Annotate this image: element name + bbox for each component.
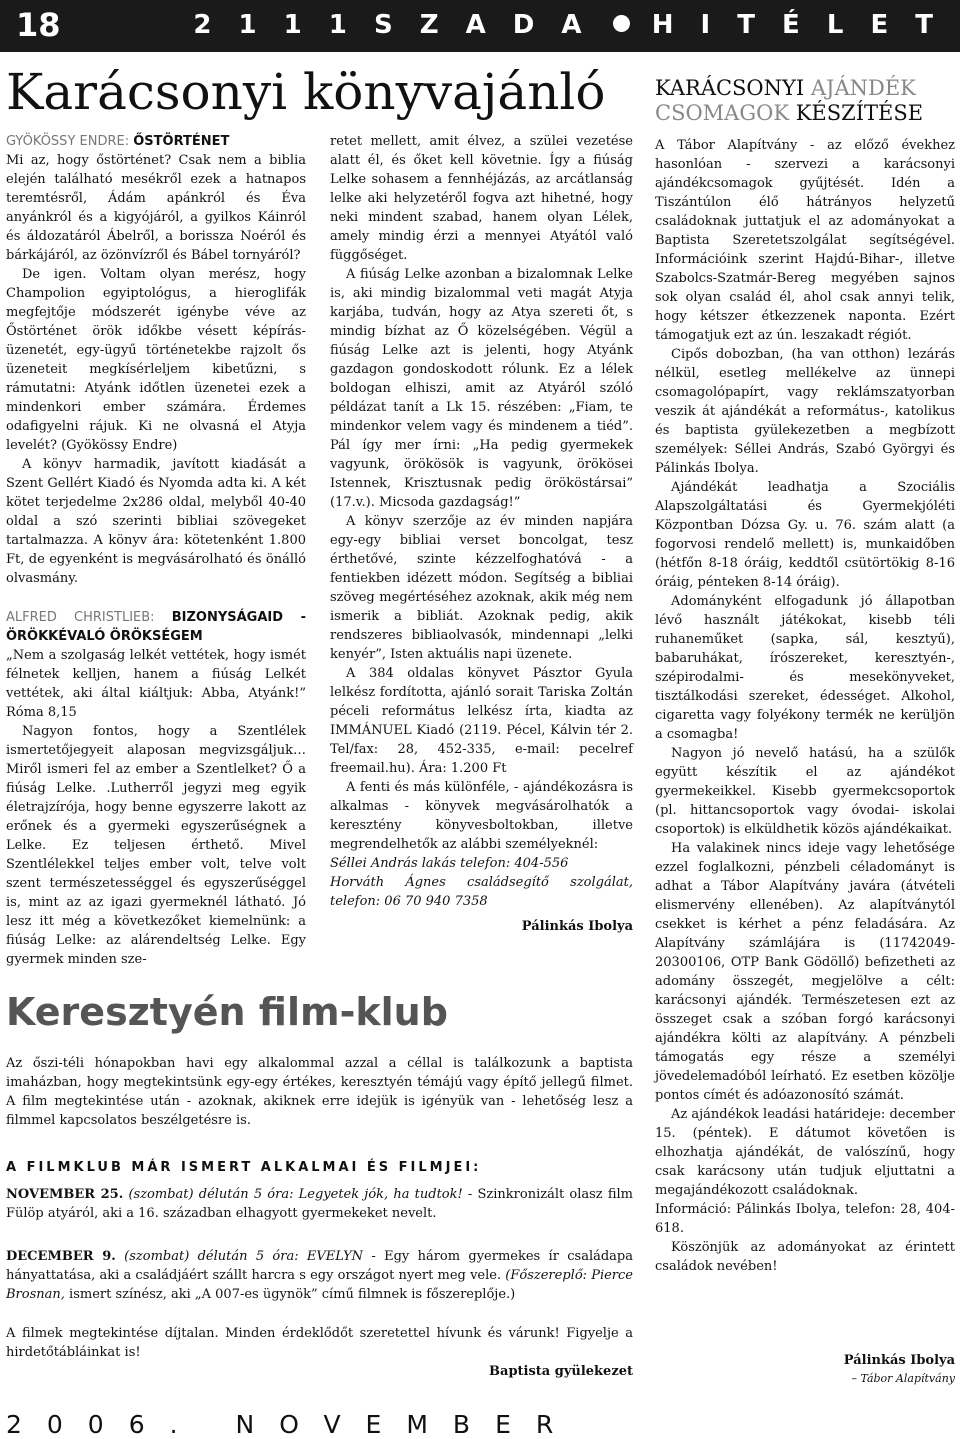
film-intro: Az őszi-téli hónapokban havi egy alkalommal azzal a céllal is találkozunk a baptista imaházban, hogy megtekintsünk egy-egy értékes, keresztyén témájú vagy építő jellegű filmet. A film megtekintése után - azoknak, akiknek erre idejük is igényük van - lehetőség lesz a filmmel kapcsolatos beszélgetésre is.	[6, 1056, 633, 1128]
paragraph: A fenti és más különféle, - ajándékozásra is alkalmas - könyvek megvásárolhatók a keresztény könyvesboltokban, illetve megrendelhetők az alábbi személyeknél:	[330, 780, 633, 852]
heading-word: AJÁNDÉK	[810, 76, 916, 100]
heading-word: CSOMAGOK	[655, 101, 790, 125]
sidebar-heading	[655, 76, 955, 126]
event-description: - Egy három gyermekes ír családapa hányattatása, aki a családjáért szállt harcra s egy országot nyert meg vele.	[6, 1249, 634, 1283]
paragraph: A 384 oldalas könyvet Pásztor Gyula lelkész fordította, ajánló sorait Tariska Zoltán péceli református lelkész írta, kiadta az IMMÁNUEL Kiadó (2119. Pécel, Kálvin tér 2. Tel/fax: 28, 452-335, e-mail: pecelref freemail.hu). Ára: 1.200 Ft	[330, 666, 633, 776]
header-title	[193, 10, 942, 40]
film-subheading: A FILMKLUB MÁR ISMERT ALKALMAI ÉS FILMJEI:	[6, 1160, 482, 1175]
issue-date-footer: 2006. NOVEMBER	[6, 1410, 579, 1439]
paragraph: Cipős dobozban, (ha van otthon) lezárás nélkül, esetleg mellékelve az ünnepi csomagolópapírt, vagy reklámszatyorban veszik át ajándékát a református-, katolikus és baptista gyülekezetben a megbízott személyek: Séllei András, Szabó Györgyi és Pálinkás Ibolya.	[655, 347, 955, 476]
page-header-bar	[0, 0, 960, 52]
event-time: (szombat) délután 5 óra: EVELYN	[124, 1249, 364, 1264]
film-club-section	[6, 1054, 633, 1381]
contact-line: Horváth Ágnes családsegítő szolgálat, telefon: 06 70 940 7358	[330, 875, 633, 909]
paragraph: Ajándékát leadhatja a Szociális Alapszolgáltatási és Gyermekjóléti Központban Dózsa Gy. u. 76. szám alatt (a fogorvosi rendelő mellett) is, munkaidőben (hétfőn 8-18 óráig, keddtől csütörtökig 8-16 óráig, pénteken 8-14 óráig).	[655, 480, 955, 590]
header-title-left: 2 1 1 1 S Z A D A	[193, 10, 591, 40]
heading-word: KARÁCSONYI	[655, 76, 805, 100]
event-description: - Szinkronizált olasz film Fülöp atyáról, aki a 16. században elhagyott gyermekeket nevelt.	[6, 1187, 633, 1221]
event-time: (szombat) délután 5 óra: Legyetek jók, ha tudtok!	[128, 1187, 463, 1202]
signature: Baptista gyülekezet	[489, 1364, 633, 1379]
left-column	[6, 132, 306, 969]
paragraph: A Tábor Alapítvány - az előző évekhez hasonlóan - szervezi a karácsonyi ajándékcsomagok gyűjtését. Idén a Tiszántúlon élő hátrányos helyzetű családoknak juttatjuk el az adományokat a Baptista Szeretetszolgálat segítségével. Információink szerint Hajdú-Bihar-, illetve Szabolcs-Szatmár-Bereg megyében sajnos sok olyan család él, ahol csak annyi telik, hogy kétszer étkezzenek naponta. Ezért támogatjuk ezt az ún. leszakadt régiót.	[655, 138, 955, 343]
contact-line: Séllei András lakás telefon: 404-556	[330, 856, 569, 871]
event-date: DECEMBER 9.	[6, 1249, 116, 1264]
section-book-title-1: ŐSTÖRTÉNET	[133, 134, 230, 149]
header-title-right: H I T É L E T	[651, 10, 942, 40]
signature: Pálinkás Ibolya	[843, 1353, 955, 1368]
right-signature-block	[655, 1352, 955, 1388]
section-heading-2	[6, 608, 306, 646]
page-number: 18	[16, 6, 61, 44]
organization-name: – Tábor Alapítvány	[851, 1372, 955, 1385]
middle-column	[330, 132, 633, 936]
section-author-2: ALFRED CHRISTLIEB:	[6, 610, 155, 625]
article-title: Karácsonyi könyvajánló	[6, 63, 606, 121]
paragraph: Nagyon jó nevelő hatású, ha a szülők együtt készítik el az ajándékot gyermekeikkel. Kisebb gyermekcsoportok (pl. hittancsoportok vagy óvodai- iskolai csoportok) is elküldhetik közös ajándékaikat.	[655, 746, 955, 837]
paragraph: A könyv szerzője az év minden napjára egy-egy bibliai verset boncolgat, tesz érthetővé, szinte kézzelfoghatóvá - a fentiekben idézett módon. Segítség a bibliai szöveg megértéséhez azoknak, akik még nem ismerik a bibliát. Azoknak pedig, akik rendszeres bibliaolvasók, mindennapi „lelki kenyér”, Isten aktuális napi üzenete.	[330, 514, 633, 662]
paragraph: „Nem a szolgaság lelkét vettétek, hogy ismét félnetek kelljen, hanem a fiúság Lelkét vettétek, aki által kiáltjuk: Abba, Atyánk!” Róma 8,15	[6, 648, 306, 720]
event-date: NOVEMBER 25.	[6, 1187, 124, 1202]
film-outro: A filmek megtekintése díjtalan. Minden érdeklődőt szeretettel hívunk és várunk! Figyelje a hirdetőtábláinkat is!	[6, 1326, 633, 1360]
paragraph: Információ: Pálinkás Ibolya, telefon: 28, 404-618.	[655, 1202, 955, 1236]
section-author-1: GYÖKÖSSY ENDRE:	[6, 134, 130, 149]
paragraph: Ha valakinek nincs ideje vagy lehetősége ezzel foglalkozni, pénzbeli céladományt is adhat a Tábor Alapítvány javára (átvételi elismervény ellenében). Az alapítványtól csekket is kérhet a pénz feladására. Az Alapítvány számlájára is (11742049-20300106, OTP Bank Gödöllő) befizetheti az adomány összegét, megjelölve a célt: karácsonyi ajándék. Természetesen ezt az összeget csak a szóban forgó karácsonyi ajándékra költi az alapítvány. A pénzbeli támogatás egy része a személyi jövedelemadóból leírható. Ez esetben közölje pontos címét és adóazonosító számát.	[655, 841, 955, 1103]
right-column	[655, 136, 955, 1276]
signature: Pálinkás Ibolya	[521, 919, 633, 934]
paragraph: retet mellett, amit élvez, a szülei vezetése alatt él, és őket kell követnie. Így a fiúság Lelke sohasem a fennhéjázás, az arcátlanság lelke aki helyzetéről fogva azt hihetné, hogy neki mindent szabad, hanem olyan Lélek, amely mindig érzi a mennyei Atyától való függőséget.	[330, 134, 633, 263]
paragraph: Köszönjük az adományokat az érintett családok nevében!	[655, 1240, 955, 1274]
section-book-title-2: BIZONYSÁGAID - ÖRÖKKÉVALÓ ÖRÖKSÉGEM	[6, 610, 306, 644]
film-event-1	[6, 1185, 633, 1223]
film-event-2	[6, 1247, 633, 1304]
paragraph: Adományként elfogadunk jó állapotban lévő használt játékokat, kisebb téli ruhaneműket (sapka, sál, kesztyű), babaruhákat, írószereket, keresztyén-, szépirodalmi- és mesekönyveket, tisztálkodási szereket, édességet. Alkohol, cigaretta vagy folyékony termék ne kerüljön a csomagba!	[655, 594, 955, 742]
paragraph: A fiúság Lelke azonban a bizalomnak Lelke is, aki mindig bizalommal veti magát Atyja karjába, tudván, hogy az Atya szereti őt, s mindig bízhat az Ő közelségében. Végül a fiúság Lelke azt is jelenti, hogy Atyánk gazdagon gondoskodott rólunk. Ez a lélek boldogan elhiszi, amit az Atyáról szóló példázat tanít a Lk 15. részében: „Fiam, te mindenkor velem vagy és mindenem a tiéd”. Pál így mer írni: „Ha pedig gyermekek vagyunk, örökösök is vagyunk, örökösei Istennek, Krisztusnak pedig örököstársai” (17.v.). Micsoda gazdagság!”	[330, 267, 633, 510]
section-heading-1	[6, 132, 306, 151]
film-club-title: Keresztyén film-klub	[6, 990, 448, 1034]
paragraph: Nagyon fontos, hogy a Szentlélek ismertetőjegyeit alaposan megvizsgáljuk… Miről ismeri fel az ember a Szentlelket? Ő a fiúság Lelke. .Lutherről jegyzi meg egyik életrajzírója, hogy benne egyszerre lakott az erőnek és a gyermeki egyszerűségnek a Lelke. Ez teljesen érthető. Mivel Szentlélekkel teljes ember volt, telve volt szent természetességgel és egyszerűséggel is, mint az az igazi gyermeknél látható. Jó lesz itt még a következőket kiemelnünk: a fiúság Lelke: az alárendeltség Lelke. Egy gyermek minden sze-	[6, 724, 306, 967]
paragraph: A könyv harmadik, javított kiadását a Szent Gellért Kiadó és Nyomda adta ki. A két kötet terjedelme 2x286 oldal, melyből 40-40 oldal a szó szerinti bibliai szövegeket tartalmazza. A könyv ára: kötetenként 1.800 Ft, de egyenként is megvásárolható és önálló olvasmány.	[6, 457, 306, 586]
bullet-dot-icon	[613, 15, 630, 32]
heading-word: KÉSZÍTÉSE	[795, 101, 924, 125]
paragraph: Az ajándékok leadási határideje: december 15. (péntek). E dátumot követően is elhozhatja ajándékát, de valószínű, hogy csak karácsony után tudjuk eljuttatni a megajándékozott családoknak.	[655, 1107, 955, 1198]
event-cast: (Főszereplő: Pierce Brosnan,	[6, 1268, 633, 1302]
paragraph: Mi az, hogy őstörténet? Csak nem a biblia elején található mesékről ezek a hatnapos teremtésről, Ádám apánkról és Éva anyánkról és a kigyójáról, a gyilkos Káinról és áldozatáról Ábelről, a borissza Noéról és bárkájáról, az özönvízről és Bábel tornyáról?	[6, 153, 306, 263]
event-description: ismert színész, aki „A 007-es ügynök” című filmnek is főszereplője.)	[64, 1287, 516, 1302]
paragraph: De igen. Voltam olyan merész, hogy Champolion egyiptológus, a hieroglifák megfejtője módszerét igénybe véve az Őstörténet örök időkbe vésett képírás-üzenetét, egy-ügyű történetekbe rajzolt ős üzeneteit megkísérleljem kibetűzni, s rámutatni: Atyánk időtlen üzenetei ezek a mindenkori ember számára. Érdemes odafigyelni rájuk. Ki ne olvasná el Atyja levelét? (Gyökössy Endre)	[6, 267, 306, 453]
